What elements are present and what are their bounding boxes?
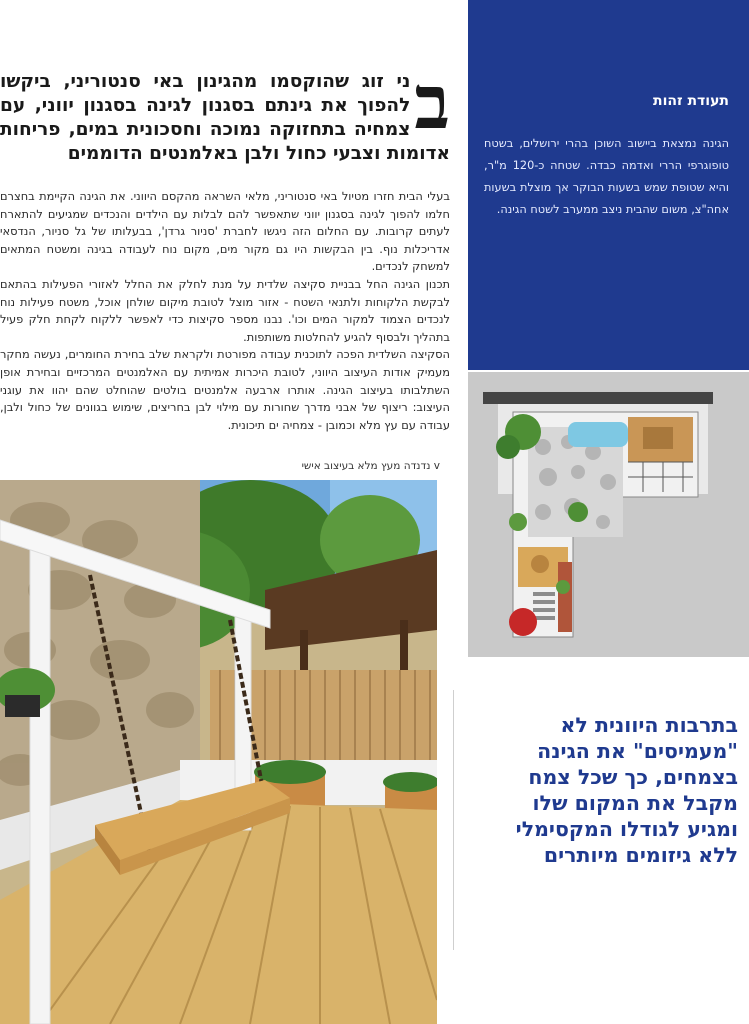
pull-quote-line: "מעמיסים" את הגינה — [537, 739, 738, 763]
pull-quote-line: בצמחים, כך שכל צמח — [528, 765, 738, 789]
headline-text: ני זוג שהוקסמו מהגינון באי סנטוריני, ביקשו להפוך את גינתם בסגנון לגינה בסגנון יווני, עם צמחיה בתחזוקה נמוכה וחסכונית במים, פריחות אדומות וצבעי כחול ולבן באלמנטים הדוממים — [0, 71, 450, 164]
article-column — [0, 60, 450, 434]
pull-quote-line: ומגיע לגודלו המקסימלי — [515, 817, 738, 841]
drop-cap: ב — [414, 60, 450, 146]
pull-quote — [468, 712, 738, 868]
identity-card-text: הגינה נמצאת ביישוב השוכן בהרי ירושלים, בשטח טופוגרפי הררי ואדמה כבדה. שטחה כ-120 מ"ר, והיא שטופת שמש בשעות הבוקר אך מוצלת בשעות אחה"צ, משום שהבית ניצב ממערב לשטח הגינה. — [484, 137, 729, 216]
photo-caption: v נדנדה מעץ מלא בעיצוב אישי — [301, 460, 440, 472]
garden-plan-illustration — [468, 372, 749, 657]
article-body — [0, 188, 450, 434]
garden-swing-photo — [0, 480, 437, 1024]
paragraph-3: הסקיצה השלדית הפכה לתוכנית עבודה מפורטת ולקראת שלב בחירת החומרים, נעשה מחקר מעמיק אודות העיצוב היווני, לטובת היכרות אמיתית עם האלמנטים המרכזיים ובחירת אופן השתלבותו בעיצוב הגינה. אותרו ארבעה אלמנטים בולטים שהוחלט שהם יהוו את עוגני העיצוב: ריצוף של אבני מדרך שחורות עם מילוי לבן בחריצים, שימוש בגוונים של כחול ולבן, עבודה עם עץ מלא וכמובן - צמחיה ים תיכונית. — [0, 347, 450, 432]
article-headline — [0, 60, 450, 166]
pull-quote-line: ללא גיזומים מיותרים — [543, 843, 738, 867]
paragraph-1: בעלי הבית חזרו מטיול באי סנטוריני, מלאי השראה מהקסם היווני. את הגינה הקיימת בחצרם חלמו להפוך לגינה בסגנון יווני שתאפשר להם לבלות עם הילדים והנכדים שמגיעים להתארח לעתים קרובות. עם החלום הזה ניגשו לחברת 'סניור גרדן', בבעלותו של גל סניור, הנדסאי אדריכלות נוף. בין הבקשות היו גם מקור מים, מקום נוח לעבודה בגינה ומשטח המתאים למשחק לנכדים. — [0, 189, 450, 274]
identity-card — [468, 0, 749, 370]
identity-card-title: תעודת זהות — [653, 93, 729, 109]
pull-quote-line: בתרבות היוונית לא — [560, 713, 738, 737]
column-divider — [453, 690, 454, 950]
paragraph-2: תכנון הגינה החל בבניית סקיצה שלדית על מנת לחלק את החלל לאזורי הפעילות בהתאם לבקשת הלקוחות ולתנאי השטח - אזור מוצל לטובת מיקום שולחן אוכל, משטח פעילות נוח לנכדים הצמוד למקור המים וכו'. נבנו מספר סקיצות כדי לאפשר ללקוח לקחת חלק פעיל בתהליך ולבסוף להגיע להחלטות משותפות. — [0, 276, 450, 344]
pull-quote-line: מקבל את המקום שלו — [532, 791, 738, 815]
